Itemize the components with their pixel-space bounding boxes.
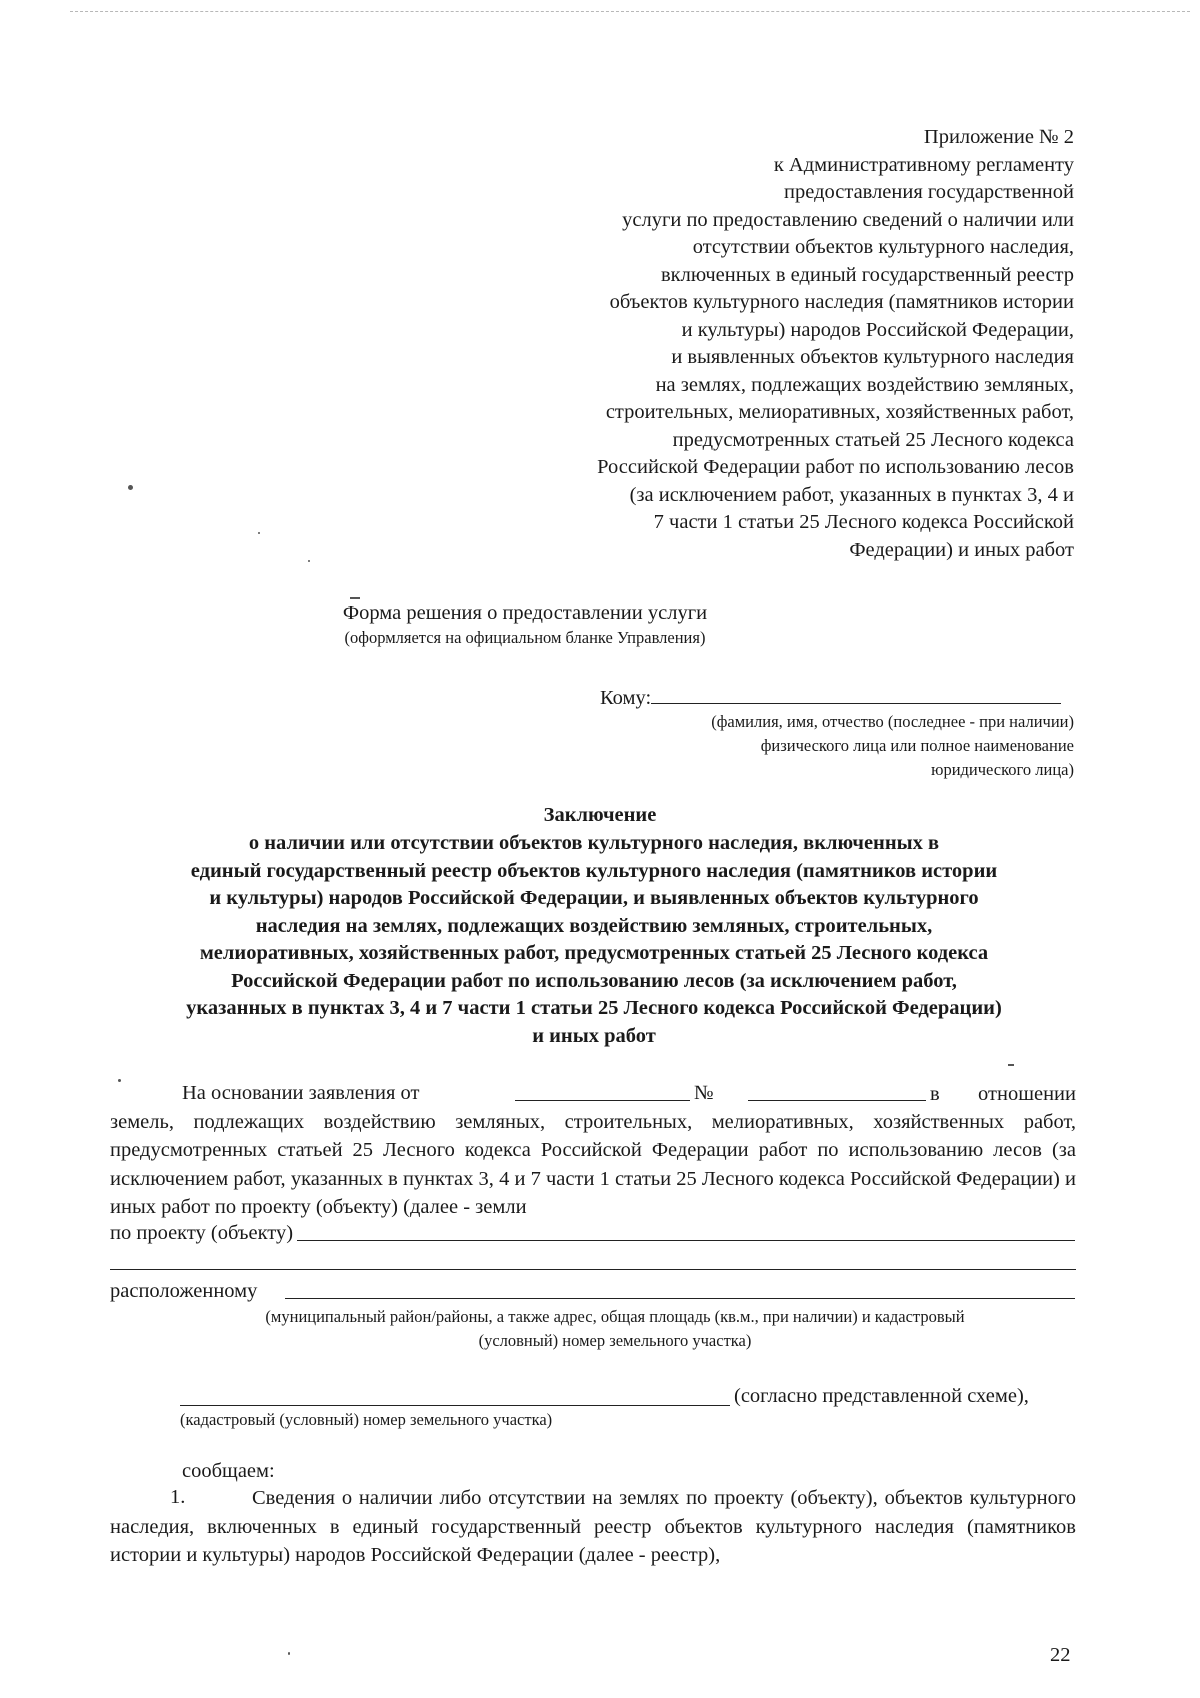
appendix-line: на землях, подлежащих воздействию земляных, <box>655 373 1074 396</box>
recipient-blank-line[interactable] <box>651 683 1061 704</box>
project-label: по проекту (объекту) <box>110 1222 294 1244</box>
page-number: 22 <box>1050 1644 1071 1666</box>
scan-speck <box>308 560 310 562</box>
recipient-field[interactable] <box>600 683 1061 711</box>
conclusion-line: и иных работ <box>532 1024 656 1047</box>
located-label: расположенному <box>110 1280 258 1302</box>
appendix-header <box>430 124 1074 564</box>
recipient-note-line: юридического лица) <box>931 760 1074 779</box>
appendix-line: (за исключением работ, указанных в пунктах 3, 4 и <box>629 483 1074 506</box>
appendix-line: предусмотренных статьей 25 Лесного кодекса <box>672 428 1074 451</box>
number-sign: № <box>694 1082 714 1104</box>
scan-edge-line <box>70 11 1190 12</box>
project-blank-line[interactable] <box>297 1240 1075 1241</box>
appendix-line: отсутствии объектов культурного наследия, <box>692 236 1074 258</box>
appendix-line: и выявленных объектов культурного наследия <box>671 346 1074 368</box>
item-1-text: Сведения о наличии либо отсутствии на землях по проекту (объекту), объектов культурного наследия, включенных в единый государственный реестр объектов культурного наследия (памятников истории и культуры) народов Российской Федерации (далее - реестр), <box>110 1487 1076 1566</box>
cadastral-blank-line[interactable] <box>180 1405 730 1406</box>
appendix-line: строительных, мелиоративных, хозяйственных работ, <box>605 401 1074 423</box>
scheme-text: (согласно представленной схеме), <box>734 1385 1029 1407</box>
recipient-note-line: (фамилия, имя, отчество (последнее - при наличии) <box>711 712 1074 731</box>
project-blank-line-2[interactable] <box>110 1269 1076 1270</box>
appendix-line: 7 части 1 статьи 25 Лесного кодекса Российской <box>653 511 1074 533</box>
located-note: (условный) номер земельного участка) <box>478 1331 752 1350</box>
form-subtitle: (оформляется на официальном бланке Управления) <box>344 628 706 647</box>
conclusion-line: Российской Федерации работ по использованию лесов (за исключением работ, <box>231 969 957 992</box>
located-blank-line[interactable] <box>285 1298 1075 1299</box>
conclusion-line: о наличии или отсутствии объектов культурного наследия, включенных в <box>248 832 940 854</box>
recipient-note <box>560 710 1074 782</box>
conclusion-line: наследия на землях, подлежащих воздействию земляных, строительных, <box>255 914 933 937</box>
recipient-label: Кому: <box>600 687 652 709</box>
appendix-line: предоставления государственной <box>784 181 1074 203</box>
paragraph-basis: в отношении земель, подлежащих воздействию земляных, строительных, мелиоративных, хозяйственных работ, предусмотренных статьей 25 Лесного кодекса Российской Федерации работ по использованию лесов (за исключением работ, указанных в пунктах 3, 4 и 7 части 1 статьи 25 Лесного кодекса Российской Федерации) и иных работ по проекту (объекту) (далее - земли <box>110 1083 1076 1218</box>
form-title: Форма решения о предоставлении услуги <box>342 602 708 624</box>
scan-speck <box>1008 1064 1014 1066</box>
appendix-line: включенных в единый государственный реестр <box>660 263 1074 286</box>
scan-speck <box>258 532 260 534</box>
scan-speck <box>350 597 360 599</box>
appendix-line: Приложение № 2 <box>923 126 1074 148</box>
appendix-line: Российской Федерации работ по использованию лесов <box>597 456 1074 478</box>
application-date-label: На основании заявления от <box>182 1082 420 1104</box>
conclusion-line: указанных в пунктах 3, 4 и 7 части 1 статьи 25 Лесного кодекса Российской Федерации) <box>186 997 1002 1019</box>
conclusion-title: Заключение <box>543 804 657 826</box>
conclusion-line: и культуры) народов Российской Федерации, и выявленных объектов культурного <box>209 887 979 909</box>
appendix-line: услуги по предоставлению сведений о наличии или <box>622 208 1074 231</box>
conclusion-heading <box>108 830 1080 1050</box>
scan-speck <box>118 1079 121 1082</box>
conclusion-line: мелиоративных, хозяйственных работ, предусмотренных статьей 25 Лесного кодекса <box>199 942 989 964</box>
appendix-line: объектов культурного наследия (памятников истории <box>609 291 1074 313</box>
recipient-note-line: физического лица или полное наименование <box>760 736 1074 755</box>
appendix-line: и культуры) народов Российской Федерации, <box>681 318 1074 341</box>
cadastral-note: (кадастровый (условный) номер земельного участка) <box>180 1410 553 1429</box>
item-number: 1. <box>170 1486 186 1508</box>
located-note: (муниципальный район/районы, а также адрес, общая площадь (кв.м., при наличии) и кадастровый <box>265 1307 965 1326</box>
scan-speck <box>288 1652 290 1655</box>
appendix-line: к Административному регламенту <box>773 153 1074 176</box>
scan-speck <box>128 485 133 490</box>
report-word: сообщаем: <box>182 1460 275 1482</box>
conclusion-line: единый государственный реестр объектов культурного наследия (памятников истории <box>190 859 998 882</box>
appendix-line: Федерации) и иных работ <box>849 538 1074 561</box>
